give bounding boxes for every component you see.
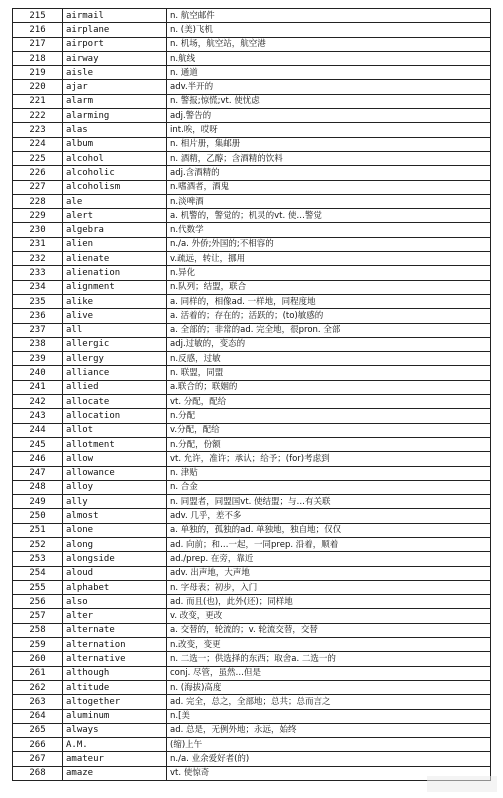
table-row xyxy=(13,309,491,323)
entry-number: 224 xyxy=(13,137,63,151)
entry-definition: adj.过敏的，变态的 xyxy=(167,337,491,351)
table-row xyxy=(13,94,491,108)
entry-word: allotment xyxy=(63,437,167,451)
table-row xyxy=(13,223,491,237)
table-row xyxy=(13,252,491,266)
entry-number: 221 xyxy=(13,94,63,108)
entry-number: 233 xyxy=(13,266,63,280)
entry-word: alphabet xyxy=(63,580,167,594)
entry-definition: adv. 几乎，差不多 xyxy=(167,509,491,523)
entry-definition: n. 联盟，同盟 xyxy=(167,366,491,380)
table-row xyxy=(13,552,491,566)
entry-definition: n.异化 xyxy=(167,266,491,280)
entry-word: album xyxy=(63,137,167,151)
entry-number: 219 xyxy=(13,66,63,80)
entry-word: alternation xyxy=(63,638,167,652)
entry-number: 239 xyxy=(13,352,63,366)
table-row xyxy=(13,537,491,551)
table-row xyxy=(13,452,491,466)
entry-word: also xyxy=(63,595,167,609)
table-row xyxy=(13,80,491,94)
entry-definition: a. 活着的；存在的；活跃的；(to)敏感的 xyxy=(167,309,491,323)
table-row xyxy=(13,323,491,337)
entry-number: 257 xyxy=(13,609,63,623)
table-row xyxy=(13,695,491,709)
entry-definition: n.改变，变更 xyxy=(167,638,491,652)
entry-definition: ad. 向前；和…一起，一同prep. 沿着，顺着 xyxy=(167,537,491,551)
entry-number: 268 xyxy=(13,766,63,780)
table-row xyxy=(13,151,491,165)
vocabulary-table xyxy=(12,8,491,781)
entry-word: alarming xyxy=(63,109,167,123)
entry-word: allow xyxy=(63,452,167,466)
entry-definition: adj.含酒精的 xyxy=(167,166,491,180)
entry-definition: n. 津贴 xyxy=(167,466,491,480)
entry-number: 223 xyxy=(13,123,63,137)
entry-definition: n.分配 xyxy=(167,409,491,423)
entry-word: alienation xyxy=(63,266,167,280)
table-row xyxy=(13,680,491,694)
entry-definition: v. 改变，更改 xyxy=(167,609,491,623)
entry-word: aluminum xyxy=(63,709,167,723)
table-row xyxy=(13,237,491,251)
table-row xyxy=(13,623,491,637)
table-row xyxy=(13,609,491,623)
entry-definition: n. 警报;惊慌;vt. 使忧虑 xyxy=(167,94,491,108)
table-row xyxy=(13,480,491,494)
entry-number: 230 xyxy=(13,223,63,237)
table-row xyxy=(13,652,491,666)
table-row xyxy=(13,380,491,394)
entry-definition: conj. 尽管，虽然…但是 xyxy=(167,666,491,680)
entry-definition: vt. 分配，配给 xyxy=(167,395,491,409)
entry-number: 264 xyxy=(13,709,63,723)
entry-number: 217 xyxy=(13,37,63,51)
entry-number: 246 xyxy=(13,452,63,466)
entry-definition: n. 二选一；供选择的东西；取舍a. 二选一的 xyxy=(167,652,491,666)
entry-number: 255 xyxy=(13,580,63,594)
entry-number: 266 xyxy=(13,738,63,752)
entry-word: alternate xyxy=(63,623,167,637)
entry-number: 225 xyxy=(13,151,63,165)
entry-word: almost xyxy=(63,509,167,523)
table-row xyxy=(13,194,491,208)
entry-number: 218 xyxy=(13,51,63,65)
vocabulary-table-body xyxy=(13,9,491,781)
entry-word: alliance xyxy=(63,366,167,380)
entry-definition: a. 同样的，相像ad. 一样地，同程度地 xyxy=(167,294,491,308)
entry-definition: n.代数学 xyxy=(167,223,491,237)
entry-definition: ad./prep. 在旁，靠近 xyxy=(167,552,491,566)
table-row xyxy=(13,366,491,380)
entry-number: 216 xyxy=(13,23,63,37)
entry-number: 236 xyxy=(13,309,63,323)
entry-word: alone xyxy=(63,523,167,537)
entry-word: altogether xyxy=(63,695,167,709)
entry-word: alien xyxy=(63,237,167,251)
table-row xyxy=(13,266,491,280)
entry-word: amateur xyxy=(63,752,167,766)
entry-definition: adv.半开的 xyxy=(167,80,491,94)
entry-word: ally xyxy=(63,495,167,509)
table-row xyxy=(13,595,491,609)
entry-word: allowance xyxy=(63,466,167,480)
entry-number: 265 xyxy=(13,723,63,737)
entry-number: 263 xyxy=(13,695,63,709)
entry-definition: ad. 总是，无例外地；永远，始终 xyxy=(167,723,491,737)
entry-number: 262 xyxy=(13,680,63,694)
entry-word: alienate xyxy=(63,252,167,266)
entry-word: ale xyxy=(63,194,167,208)
entry-definition: n./a. 外侨;外国的;不相容的 xyxy=(167,237,491,251)
table-row xyxy=(13,409,491,423)
table-row xyxy=(13,523,491,537)
entry-definition: a. 单独的，孤独的ad. 单独地，独自地；仅仅 xyxy=(167,523,491,537)
entry-word: ajar xyxy=(63,80,167,94)
entry-definition: n.航线 xyxy=(167,51,491,65)
entry-definition: n. 合金 xyxy=(167,480,491,494)
entry-word: allocate xyxy=(63,395,167,409)
entry-word: alcohol xyxy=(63,151,167,165)
entry-word: alarm xyxy=(63,94,167,108)
entry-definition: n.淡啤酒 xyxy=(167,194,491,208)
entry-number: 244 xyxy=(13,423,63,437)
entry-word: all xyxy=(63,323,167,337)
table-row xyxy=(13,209,491,223)
table-row xyxy=(13,9,491,23)
entry-word: alignment xyxy=(63,280,167,294)
table-row xyxy=(13,466,491,480)
table-row xyxy=(13,766,491,780)
entry-definition: n. 相片册，集邮册 xyxy=(167,137,491,151)
entry-definition: n. 酒精，乙醇；含酒精的饮料 xyxy=(167,151,491,165)
entry-definition: n.分配，份额 xyxy=(167,437,491,451)
entry-definition: n.嗜酒者，酒鬼 xyxy=(167,180,491,194)
table-row xyxy=(13,337,491,351)
entry-number: 240 xyxy=(13,366,63,380)
entry-definition: ad. 而且(也)，此外(还)；同样地 xyxy=(167,595,491,609)
table-row xyxy=(13,280,491,294)
entry-word: aloud xyxy=(63,566,167,580)
table-row xyxy=(13,566,491,580)
entry-word: airport xyxy=(63,37,167,51)
entry-definition: n.反感，过敏 xyxy=(167,352,491,366)
entry-word: airplane xyxy=(63,23,167,37)
entry-number: 229 xyxy=(13,209,63,223)
entry-word: allergic xyxy=(63,337,167,351)
entry-word: alternative xyxy=(63,652,167,666)
entry-number: 259 xyxy=(13,638,63,652)
entry-definition: ad. 完全，总之，全部地；总共；总而言之 xyxy=(167,695,491,709)
table-row xyxy=(13,137,491,151)
table-row xyxy=(13,666,491,680)
entry-word: always xyxy=(63,723,167,737)
table-row xyxy=(13,437,491,451)
entry-word: allied xyxy=(63,380,167,394)
entry-word: although xyxy=(63,666,167,680)
entry-word: airmail xyxy=(63,9,167,23)
entry-definition: n. (海拔)高度 xyxy=(167,680,491,694)
entry-word: alert xyxy=(63,209,167,223)
entry-definition: n./a. 业余爱好者(的) xyxy=(167,752,491,766)
entry-number: 258 xyxy=(13,623,63,637)
entry-number: 254 xyxy=(13,566,63,580)
entry-word: alike xyxy=(63,294,167,308)
entry-definition: n. 机场，航空站，航空港 xyxy=(167,37,491,51)
table-row xyxy=(13,495,491,509)
entry-word: along xyxy=(63,537,167,551)
entry-number: 245 xyxy=(13,437,63,451)
table-row xyxy=(13,180,491,194)
table-row xyxy=(13,66,491,80)
entry-word: alcoholic xyxy=(63,166,167,180)
entry-number: 249 xyxy=(13,495,63,509)
entry-definition: n. 同盟者，同盟国vt. 使结盟；与…有关联 xyxy=(167,495,491,509)
table-row xyxy=(13,709,491,723)
entry-number: 232 xyxy=(13,252,63,266)
entry-word: allocation xyxy=(63,409,167,423)
entry-number: 242 xyxy=(13,395,63,409)
entry-word: alter xyxy=(63,609,167,623)
entry-word: alive xyxy=(63,309,167,323)
table-row xyxy=(13,109,491,123)
entry-number: 226 xyxy=(13,166,63,180)
entry-number: 241 xyxy=(13,380,63,394)
entry-word: airway xyxy=(63,51,167,65)
table-row xyxy=(13,166,491,180)
entry-definition: vt. 使惊奇 xyxy=(167,766,491,780)
entry-word: allot xyxy=(63,423,167,437)
entry-number: 267 xyxy=(13,752,63,766)
table-row xyxy=(13,37,491,51)
entry-word: allergy xyxy=(63,352,167,366)
entry-number: 238 xyxy=(13,337,63,351)
table-row xyxy=(13,752,491,766)
table-row xyxy=(13,738,491,752)
entry-number: 234 xyxy=(13,280,63,294)
entry-definition: adj.警告的 xyxy=(167,109,491,123)
entry-definition: (缩)上午 xyxy=(167,738,491,752)
entry-definition: n.[美 xyxy=(167,709,491,723)
entry-definition: n. 通道 xyxy=(167,66,491,80)
entry-number: 237 xyxy=(13,323,63,337)
entry-number: 231 xyxy=(13,237,63,251)
table-row xyxy=(13,580,491,594)
entry-word: alcoholism xyxy=(63,180,167,194)
entry-definition: adv. 出声地，大声地 xyxy=(167,566,491,580)
table-row xyxy=(13,638,491,652)
entry-number: 260 xyxy=(13,652,63,666)
table-row xyxy=(13,723,491,737)
entry-definition: n. 字母表；初步，入门 xyxy=(167,580,491,594)
entry-number: 256 xyxy=(13,595,63,609)
table-row xyxy=(13,423,491,437)
entry-definition: a. 交替的，轮流的；v. 轮流交替，交替 xyxy=(167,623,491,637)
entry-definition: n. (美)飞机 xyxy=(167,23,491,37)
table-row xyxy=(13,395,491,409)
entry-word: alloy xyxy=(63,480,167,494)
entry-definition: n. 航空邮件 xyxy=(167,9,491,23)
entry-number: 253 xyxy=(13,552,63,566)
table-row xyxy=(13,352,491,366)
entry-definition: a. 全部的；非常的ad. 完全地，很pron. 全部 xyxy=(167,323,491,337)
entry-number: 228 xyxy=(13,194,63,208)
table-row xyxy=(13,23,491,37)
entry-word: altitude xyxy=(63,680,167,694)
entry-number: 220 xyxy=(13,80,63,94)
entry-definition: int.唉，哎呀 xyxy=(167,123,491,137)
entry-number: 261 xyxy=(13,666,63,680)
table-row xyxy=(13,51,491,65)
entry-word: alas xyxy=(63,123,167,137)
entry-number: 248 xyxy=(13,480,63,494)
table-row xyxy=(13,509,491,523)
entry-word: amaze xyxy=(63,766,167,780)
entry-definition: v.疏远，转让，挪用 xyxy=(167,252,491,266)
entry-number: 250 xyxy=(13,509,63,523)
entry-number: 215 xyxy=(13,9,63,23)
entry-number: 251 xyxy=(13,523,63,537)
entry-definition: vt. 允许，准许；承认；给予；(for)考虑到 xyxy=(167,452,491,466)
entry-number: 252 xyxy=(13,537,63,551)
entry-number: 243 xyxy=(13,409,63,423)
entry-number: 222 xyxy=(13,109,63,123)
table-row xyxy=(13,123,491,137)
entry-word: algebra xyxy=(63,223,167,237)
entry-word: alongside xyxy=(63,552,167,566)
entry-definition: a.联合的；联姻的 xyxy=(167,380,491,394)
entry-number: 227 xyxy=(13,180,63,194)
entry-number: 235 xyxy=(13,294,63,308)
entry-definition: n.队列；结盟，联合 xyxy=(167,280,491,294)
entry-definition: a. 机警的，警觉的；机灵的vt. 使…警觉 xyxy=(167,209,491,223)
table-row xyxy=(13,294,491,308)
entry-word: aisle xyxy=(63,66,167,80)
entry-number: 247 xyxy=(13,466,63,480)
watermark xyxy=(427,776,497,792)
entry-definition: v.分配，配给 xyxy=(167,423,491,437)
entry-word: A.M. xyxy=(63,738,167,752)
